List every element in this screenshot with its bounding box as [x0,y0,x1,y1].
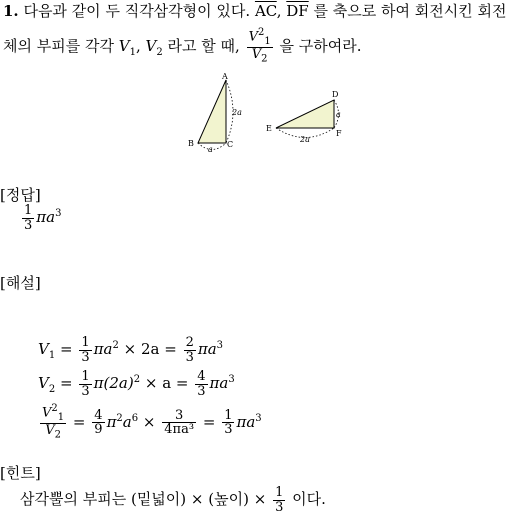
label-b: B [188,139,194,148]
label-d: D [332,90,339,99]
label-2a-vertical: 2a [232,108,242,117]
triangle-abc [198,80,226,143]
problem-text-2b: 라고 할 때, [167,36,240,55]
segment-ac: $\overline{AC}$ [254,2,277,20]
ratio-fraction: $\frac{V^2_1}{V_2}$ [248,27,271,66]
problem-text-1b: 를 축으로 하여 회전시킨 회전 [313,2,507,20]
label-a-df: a [336,110,341,119]
triangle-figure [180,72,360,157]
solution-eq-3: $\frac{V^2_1}{V_2}$ = $\frac{4}{9}$ $\pi^2a^6$ × $\frac{3}{\text{4πa³}}$ = $\frac{1}{3}$ $\pi a^3$ [42,403,262,442]
solution-eq-2: $V_2$ = $\frac{1}{3}$ $\pi(2a)^2 \times a$ = $\frac{4}{3}$ $\pi a^3$ [38,369,235,399]
label-2a-ef: 2a [300,135,310,144]
problem-number: 1. [3,2,19,20]
problem-line-1: 1. 다음과 같이 두 직각삼각형이 있다. $\overline{AC}$, $\overline{DF}$ 를 축으로 하여 회전시킨 회전 [3,2,507,20]
label-e: E [266,124,272,133]
segment-df: $\overline{DF}$ [286,2,309,20]
triangle-def [276,100,334,128]
label-a-bc: a [208,145,213,154]
answer-value: $\frac{1}{3}$ $\pi a^3$ [24,203,62,233]
answer-heading: [정답] [0,186,41,204]
hint-heading: [힌트] [0,464,41,482]
problem-text-2c: 을 구하여라. [279,36,362,55]
solution-eq-1: $V_1$ = $\frac{1}{3}$ $\pi a^2 \times 2a$ = $\frac{2}{3}$ $\pi a^3$ [38,335,224,365]
solution-heading: [해설] [0,274,41,292]
problem-text-1a: 다음과 같이 두 직각삼각형이 있다. [23,2,251,20]
label-c: C [227,140,234,149]
label-a: A [222,72,228,81]
problem-line-2: 체의 부피를 각각 $V_1$, $V_2$ 라고 할 때, $\frac{V^2_1}{V_2}$ 을 구하여라. [3,27,362,66]
problem-text-2a: 체의 부피를 각각 [3,36,114,55]
hint-text: 삼각뿔의 부피는 (밑넓이) × (높이) × $\frac{1}{3}$ 이다. [20,485,326,515]
label-f: F [336,129,342,138]
